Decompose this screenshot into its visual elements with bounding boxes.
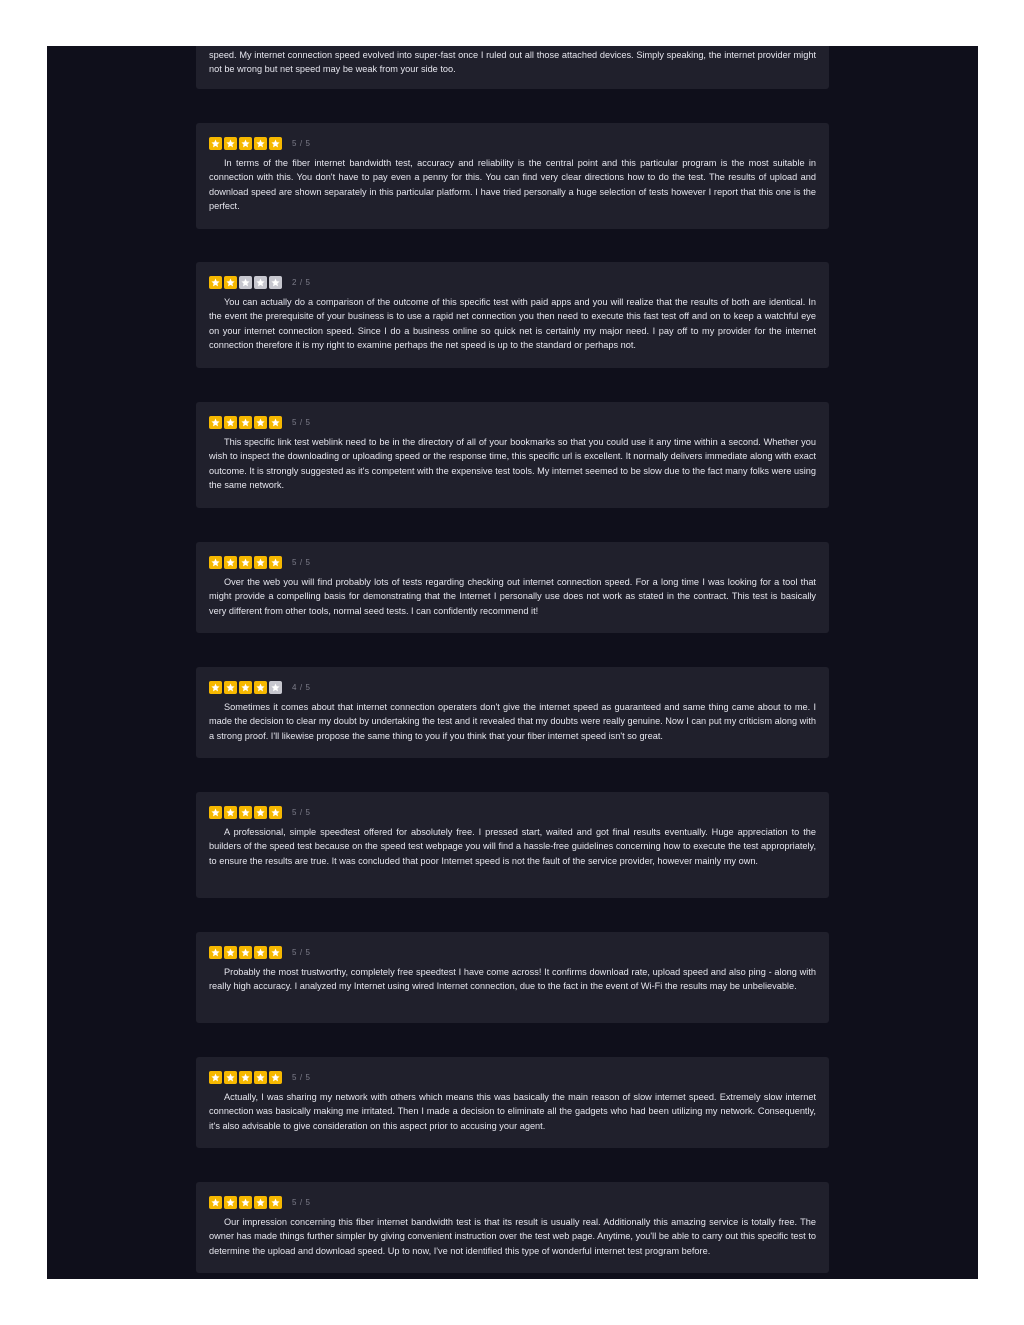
review-text: Probably the most trustworthy, completely free speedtest I have come across! It confirms download rate, upload speed and also ping - along with really high accuracy. I analyzed my Internet using wired Internet connection, due to the fact in the event of Wi-Fi the results may be unbelievable. (209, 967, 816, 992)
star-icon (269, 946, 282, 959)
star-icon (239, 276, 252, 289)
star-icon (239, 416, 252, 429)
star-icon (254, 806, 267, 819)
star-icon (224, 276, 237, 289)
star-icon (209, 556, 222, 569)
star-icon (239, 681, 252, 694)
star-icon (239, 556, 252, 569)
star-icon (224, 137, 237, 150)
rating-score: 5 / 5 (292, 947, 311, 957)
star-rating (209, 1195, 816, 1209)
rating-score: 5 / 5 (292, 138, 311, 148)
star-icon (209, 1071, 222, 1084)
rating-score: 5 / 5 (292, 1197, 311, 1207)
review-text: In terms of the fiber internet bandwidth test, accuracy and reliability is the central point and this particular program is the most suitable in connection with this. You don't have to pay even a penny for this. You can find very clear directions how to do the test. The results of upload and download speed are shown separately in this particular platform. I have tried personally a huge selection of tests however I report that this one is the perfect. (209, 158, 816, 212)
star-icon (224, 1196, 237, 1209)
star-rating (209, 680, 816, 694)
star-rating (209, 1070, 816, 1084)
review-text: speed. My internet connection speed evolved into super-fast once I ruled out all those attached devices. Simply speaking, the internet provider might not be wrong but net speed may be weak from your side too. (209, 50, 816, 75)
star-icon (269, 416, 282, 429)
star-icon (239, 946, 252, 959)
star-icon (254, 946, 267, 959)
star-icon (254, 1196, 267, 1209)
star-icon (254, 681, 267, 694)
review-text: Actually, I was sharing my network with others which means this was basically the main reason of slow internet speed. Extremely slow internet connection was basically making me irritated. Then I made a decision to eliminate all the gadgets who had been utilizing my network. Consequently, it's also advisable to give consideration on this aspect prior to accusing your agent. (209, 1092, 816, 1131)
star-icon (224, 556, 237, 569)
star-icon (269, 806, 282, 819)
star-icon (209, 946, 222, 959)
star-icon (254, 556, 267, 569)
rating-score: 5 / 5 (292, 417, 311, 427)
review-card (196, 402, 829, 508)
star-icon (269, 1071, 282, 1084)
review-text: A professional, simple speedtest offered for absolutely free. I pressed start, waited and got final results eventually. Huge appreciation to the builders of the speed test because on the speed test webpage you will find a hassle-free guidelines concerning how to execute the test appropriately, to ensure the results are true. It was concluded that poor Internet speed is not the fault of the service provider, however mainly my own. (209, 827, 816, 866)
star-icon (269, 1196, 282, 1209)
star-rating (209, 136, 816, 150)
rating-score: 4 / 5 (292, 682, 311, 692)
star-rating (209, 555, 816, 569)
star-rating (209, 805, 816, 819)
star-icon (239, 806, 252, 819)
review-card (196, 932, 829, 1023)
star-icon (239, 137, 252, 150)
star-icon (209, 416, 222, 429)
star-icon (239, 1071, 252, 1084)
review-text: Over the web you will find probably lots of tests regarding checking out internet connection speed. For a long time I was looking for a tool that might provide a compelling basis for demonstrating that the Internet I personally use does not work as stated in the contract. This test is basically very different from other tools, normal seed tests. I can confidently recommend it! (209, 577, 816, 616)
review-card (196, 123, 829, 229)
review-text: Sometimes it comes about that internet connection operaters don't give the internet speed as guaranteed and same thing came about to me. I made the decision to clear my doubt by undertaking the test and it revealed that my doubts were really genuine. Now I can put my criticism along with a strong proof. I'll likewise propose the same thing to you if you think that your fiber internet speed isn't so great. (209, 702, 816, 741)
star-icon (269, 681, 282, 694)
review-text: This specific link test weblink need to be in the directory of all of your bookmarks so that you could use it any time within a second. Whether you wish to inspect the downloading or uploading speed or the response time, this specific url is excellent. It normally delivers immediate along with exact outcome. It is strongly suggested as it's competent with the expensive test tools. My internet seemed to be slow due to the fact many folks were using the same network. (209, 437, 816, 491)
review-text: You can actually do a comparison of the outcome of this specific test with paid apps and you will realize that the results of both are identical. In the event the prerequisite of your business is to use a rapid net connection you then need to execute this fast test off and on to keep a watchful eye on your internet connection speed. Since I do a business online so quick net is certainly my major need. I pay off to my provider for the internet connection therefore it is my right to examine perhaps the net speed is up to the standard or perhaps not. (209, 297, 816, 351)
star-icon (254, 276, 267, 289)
rating-score: 5 / 5 (292, 807, 311, 817)
star-icon (254, 1071, 267, 1084)
review-text: Our impression concerning this fiber internet bandwidth test is that its result is usually real. Additionally this amazing service is totally free. The owner has made things further simpler by giving convenient instruction over the test web page. Anytime, you'll be able to carry out this specific test to determine the upload and download speed. Up to now, I've not identified this type of wonderful internet test program before. (209, 1217, 816, 1256)
star-icon (209, 681, 222, 694)
review-card (196, 1057, 829, 1148)
star-icon (254, 416, 267, 429)
page-background (47, 46, 978, 1279)
rating-score: 5 / 5 (292, 557, 311, 567)
review-card (196, 792, 829, 898)
review-card (196, 262, 829, 368)
review-card (196, 46, 829, 89)
star-rating (209, 415, 816, 429)
rating-score: 2 / 5 (292, 277, 311, 287)
star-rating (209, 275, 816, 289)
star-icon (209, 137, 222, 150)
star-icon (209, 806, 222, 819)
star-icon (224, 1071, 237, 1084)
star-icon (209, 276, 222, 289)
star-rating (209, 945, 816, 959)
review-card (196, 1182, 829, 1273)
review-card (196, 542, 829, 633)
star-icon (209, 1196, 222, 1209)
star-icon (269, 137, 282, 150)
star-icon (269, 556, 282, 569)
star-icon (224, 806, 237, 819)
star-icon (224, 681, 237, 694)
star-icon (254, 137, 267, 150)
review-card (196, 667, 829, 758)
star-icon (269, 276, 282, 289)
star-icon (224, 946, 237, 959)
rating-score: 5 / 5 (292, 1072, 311, 1082)
star-icon (224, 416, 237, 429)
star-icon (239, 1196, 252, 1209)
